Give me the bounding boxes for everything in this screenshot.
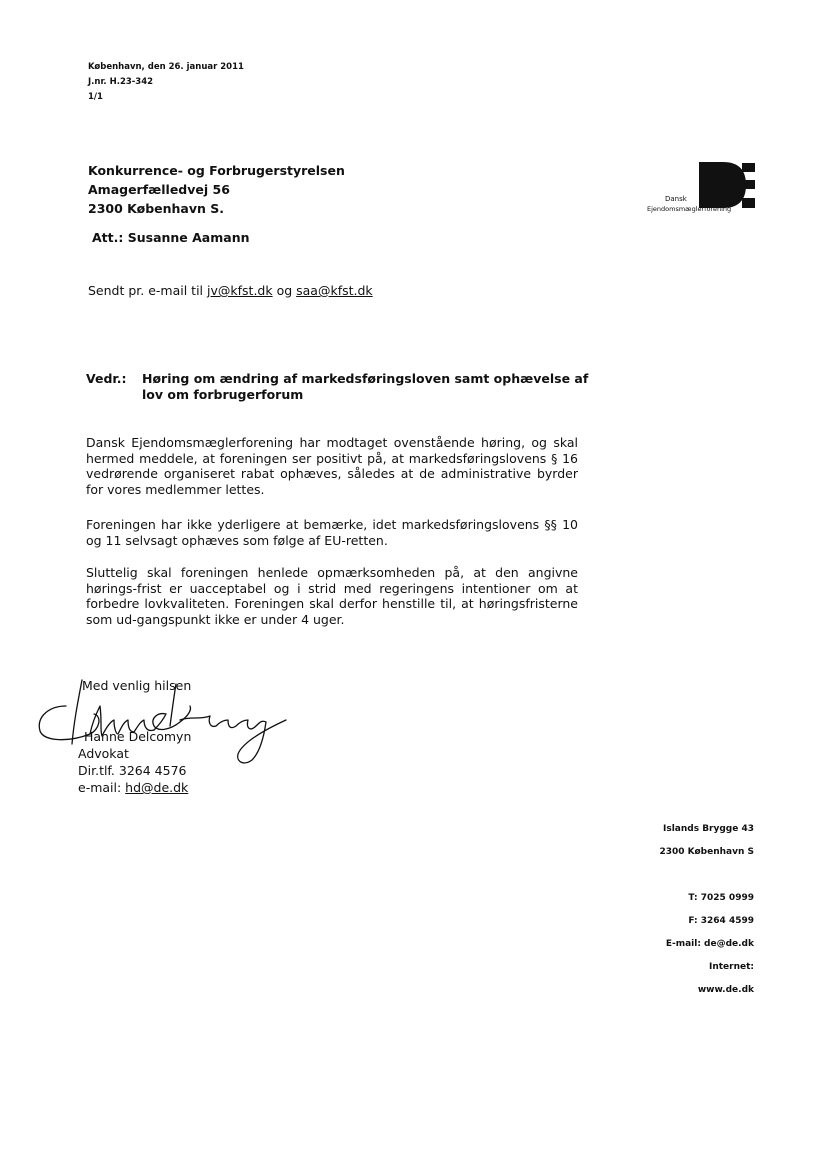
recipient-address	[88, 161, 345, 218]
sender-title: Advokat	[78, 746, 129, 761]
sender-email-link[interactable]: hd@de.dk	[125, 780, 189, 795]
sender-footer	[659, 818, 754, 1002]
body-paragraph-2: Foreningen har ikke yderligere at bemærke, idet markedsføringslovens §§ 10 og 11 selvsagt ophæves som følge af EU-retten.	[86, 517, 578, 548]
sent-middle: og	[272, 283, 297, 298]
footer-city: 2300 København S	[659, 847, 754, 857]
attention-line: Att.: Susanne Aamann	[92, 230, 250, 245]
sender-name: Hanne Delcomyn	[84, 729, 192, 744]
body-paragraph-1: Dansk Ejendomsmæglerforening har modtaget ovenstående høring, og skal hermed meddele, at foreningen ser positivt på, at markedsføringslovens § 16 vedrørende organiseret rabat ophæves, således at de administrative byrder for vores medlemmer lettes.	[86, 435, 578, 497]
de-logo-mark	[643, 160, 761, 226]
journal-number: J.nr. H.23-342	[88, 77, 154, 87]
sender-phone: Dir.tlf. 3264 4576	[78, 763, 187, 778]
sent-prefix: Sendt pr. e-mail til	[88, 283, 208, 298]
footer-email: E-mail: de@de.dk	[665, 939, 754, 949]
footer-street: Islands Brygge 43	[662, 824, 754, 834]
sender-email-label: e-mail:	[78, 780, 126, 795]
footer-web[interactable]: www.de.dk	[697, 985, 754, 995]
email-link-jv[interactable]: jv@kfst.dk	[207, 283, 273, 298]
logo-line2: Ejendomsmæglerforening	[647, 205, 732, 213]
recipient-street: Amagerfælledvej 56	[88, 182, 230, 197]
date-line: København, den 26. januar 2011	[88, 62, 244, 72]
subject-text: Høring om ændring af markedsføringsloven samt ophævelse af lov om forbrugerforum	[142, 371, 589, 402]
footer-fax: F: 3264 4599	[688, 916, 754, 926]
body-paragraph-3: Sluttelig skal foreningen henlede opmærksomheden på, at den angivne hørings-frist er uacceptabel og i strid med regeringens intentioner om at forbedre lovkvaliteten. Foreningen skal derfor henstille til, at høringsfristerne som ud-gangspunkt ikke er under 4 uger.	[86, 565, 578, 627]
letter-meta	[88, 60, 244, 105]
handwritten-signature	[30, 676, 300, 776]
subject-label: Vedr.:	[86, 371, 127, 386]
sent-line	[88, 283, 373, 298]
page-number: 1/1	[88, 92, 103, 102]
de-logo	[643, 160, 761, 226]
footer-phone: T: 7025 0999	[688, 893, 754, 903]
closing-greeting: Med venlig hilsen	[82, 678, 192, 693]
email-link-saa[interactable]: saa@kfst.dk	[296, 283, 373, 298]
recipient-name: Konkurrence- og Forbrugerstyrelsen	[88, 163, 345, 178]
sender-email-line	[78, 779, 191, 796]
logo-line1: Dansk	[665, 195, 687, 203]
recipient-city: 2300 København S.	[88, 201, 225, 216]
footer-internet-label: Internet:	[708, 962, 754, 972]
